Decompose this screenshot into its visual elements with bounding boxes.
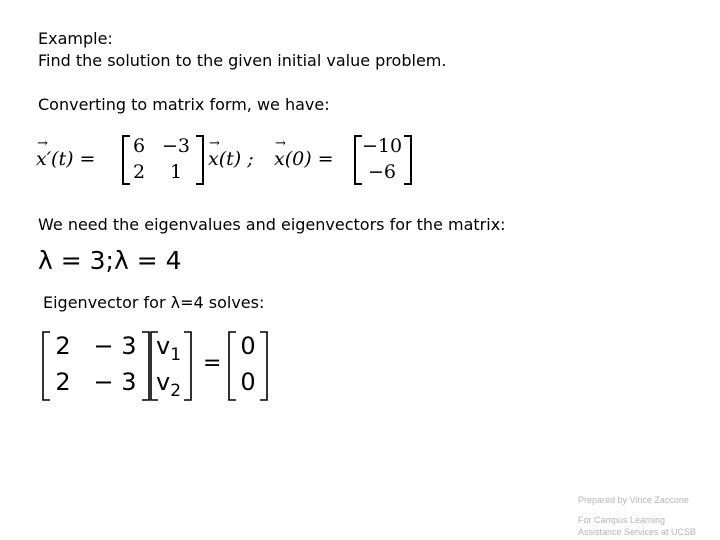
footer-credit: Prepared by Vince Zaccone <box>578 495 689 505</box>
footer-org-line2: Assistance Services at UCSB <box>578 527 697 537</box>
matrix-equation <box>36 134 416 188</box>
example-heading: Example: <box>38 29 113 48</box>
coef-matrix-cell: − 3 <box>93 332 137 360</box>
initial-vector-cell: −6 <box>367 161 396 183</box>
initial-vector-right-bracket <box>402 134 414 186</box>
lhs-derivative: → x′(t) = <box>36 148 95 170</box>
zero-vector-cell: 0 <box>240 368 256 396</box>
matrix-a-cell: 1 <box>169 161 183 183</box>
coef-matrix-cell: 2 <box>55 332 71 360</box>
matrix-a-right-bracket <box>194 134 206 186</box>
state-vector: → x(t) ; <box>208 148 254 170</box>
matrix-a-cell: −3 <box>161 135 190 157</box>
eigen-intro-text: We need the eigenvalues and eigenvectors for the matrix: <box>38 215 506 234</box>
coef-matrix-cell: − 3 <box>93 368 137 396</box>
unknown-v2: $v_2$ <box>156 368 182 401</box>
matrix-a-cell: 2 <box>132 161 146 183</box>
zero-vector-right-bracket <box>258 330 270 402</box>
eigenvector-equation <box>40 330 280 402</box>
eigenvalues: λ = 3;λ = 4 <box>38 246 182 275</box>
zero-vector-cell: 0 <box>240 332 256 360</box>
problem-statement: Find the solution to the given initial value problem. <box>38 51 447 70</box>
equals-sign: = <box>203 351 222 376</box>
coef-matrix-cell: 2 <box>55 368 71 396</box>
matrix-a-cell: 6 <box>132 135 146 157</box>
converting-text: Converting to matrix form, we have: <box>38 95 330 114</box>
initial-vector-cell: −10 <box>361 135 403 157</box>
unknown-v1: $v_1$ <box>156 332 182 365</box>
unknown-vector-right-bracket <box>182 330 194 402</box>
footer-org-line1: For Campus Learning <box>578 515 666 525</box>
initial-condition: → x(0) = <box>274 148 334 170</box>
eigenvector-intro-text: Eigenvector for λ=4 solves: <box>43 293 265 312</box>
